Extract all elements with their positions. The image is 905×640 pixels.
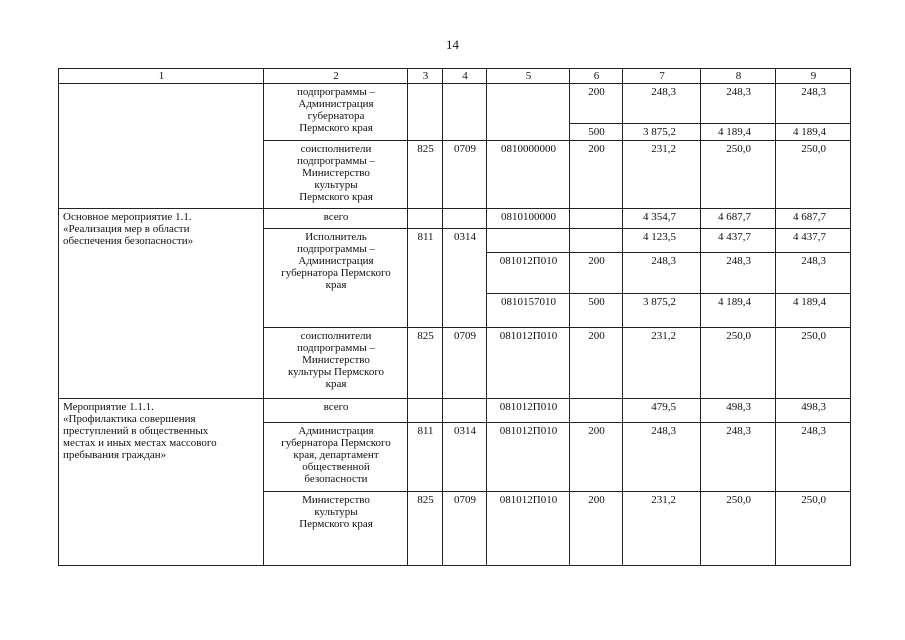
group1-ispoln-b-col5: 0810157010 [486,293,570,328]
row1a-col6: 200 [569,83,623,124]
row2-col8: 250,0 [700,140,776,209]
group1-ispoln-a-col6: 200 [569,252,623,294]
group1-title: Основное мероприятие 1.1. «Реализация мер в области обеспечения безопасности» [58,208,264,399]
group1-ispoln-sum-col5 [486,228,570,253]
group1-ispoln-sum-col9: 4 437,7 [775,228,851,253]
group2-total-col5: 081012П010 [486,398,570,423]
group2-minkult-col4: 0709 [442,491,487,566]
group1-ispoln-sum-col8: 4 437,7 [700,228,776,253]
group2-total-col3 [407,398,443,423]
group2-admin-col4: 0314 [442,422,487,492]
group1-soisp-col5: 081012П010 [486,327,570,399]
group2-total-col6 [569,398,623,423]
group1-total-col8: 4 687,7 [700,208,776,229]
group1-soisp-col4: 0709 [442,327,487,399]
group2-minkult-col3: 825 [407,491,443,566]
group1-ispoln-b-col7: 3 875,2 [622,293,701,328]
group2-title: Мероприятие 1.1.1. «Профилактика совершения преступлений в общественных местах и иных местах массового пребывания граждан» [58,398,264,566]
budget-table [58,68,851,566]
header-col-6: 6 [569,68,623,84]
page-number: 14 [446,37,459,52]
group2-total-executor: всего [263,398,408,423]
group2-minkult-col8: 250,0 [700,491,776,566]
group1-ispoln-a-col5: 081012П010 [486,252,570,294]
row1a-col8: 248,3 [700,83,776,124]
row1-executor: подпрограммы – Администрация губернатора Пермского края [263,83,408,141]
group1-total-col4 [442,208,487,229]
header-col-4: 4 [442,68,487,84]
group2-total-col4 [442,398,487,423]
group2-total-col7: 479,5 [622,398,701,423]
group2-minkult-col5: 081012П010 [486,491,570,566]
header-col-8: 8 [700,68,776,84]
group2-minkult-col6: 200 [569,491,623,566]
row2-col4: 0709 [442,140,487,209]
group2-minkult-executor: Министерство культуры Пермского края [263,491,408,566]
header-col-3: 3 [407,68,443,84]
group1-ispoln-b-col9: 4 189,4 [775,293,851,328]
group1-ispoln-col4: 0314 [442,228,487,328]
group2-admin-col5: 081012П010 [486,422,570,492]
group1-ispoln-executor: Исполнитель подпрограммы – Администрация губернатора Пермского края [263,228,408,328]
row1b-col6: 500 [569,123,623,141]
row2-col9: 250,0 [775,140,851,209]
group1-ispoln-b-col8: 4 189,4 [700,293,776,328]
group2-admin-executor: Администрация губернатора Пермского края, департамент общественной безопасности [263,422,408,492]
group1-ispoln-a-col7: 248,3 [622,252,701,294]
header-col-7: 7 [622,68,701,84]
group2-total-col8: 498,3 [700,398,776,423]
row1-col5-empty [486,83,570,141]
group2-admin-col9: 248,3 [775,422,851,492]
row1-col1-empty [58,83,264,209]
group1-total-col7: 4 354,7 [622,208,701,229]
group2-admin-col7: 248,3 [622,422,701,492]
row2-col6: 200 [569,140,623,209]
group2-minkult-col7: 231,2 [622,491,701,566]
header-col-5: 5 [486,68,570,84]
group1-total-col6 [569,208,623,229]
row1-col4-empty [442,83,487,141]
group2-total-col9: 498,3 [775,398,851,423]
row1b-col7: 3 875,2 [622,123,701,141]
row1a-col7: 248,3 [622,83,701,124]
group1-ispoln-col3: 811 [407,228,443,328]
group1-soisp-col8: 250,0 [700,327,776,399]
group2-minkult-col9: 250,0 [775,491,851,566]
group1-soisp-col6: 200 [569,327,623,399]
row2-col7: 231,2 [622,140,701,209]
group1-total-col5: 0810100000 [486,208,570,229]
row2-col5: 0810000000 [486,140,570,209]
group1-soisp-col7: 231,2 [622,327,701,399]
group1-ispoln-sum-col6 [569,228,623,253]
header-col-2: 2 [263,68,408,84]
group1-total-executor: всего [263,208,408,229]
group1-ispoln-a-col9: 248,3 [775,252,851,294]
row1-col3-empty [407,83,443,141]
group1-soisp-col9: 250,0 [775,327,851,399]
group1-soisp-executor: соисполнители подпрограммы – Министерство культуры Пермского края [263,327,408,399]
group2-admin-col6: 200 [569,422,623,492]
group1-total-col9: 4 687,7 [775,208,851,229]
group1-total-col3 [407,208,443,229]
row1b-col8: 4 189,4 [700,123,776,141]
row2-executor: соисполнители подпрограммы – Министерство культуры Пермского края [263,140,408,209]
header-col-1: 1 [58,68,264,84]
group1-ispoln-b-col6: 500 [569,293,623,328]
group2-admin-col3: 811 [407,422,443,492]
group1-ispoln-a-col8: 248,3 [700,252,776,294]
group2-admin-col8: 248,3 [700,422,776,492]
row1a-col9: 248,3 [775,83,851,124]
group1-soisp-col3: 825 [407,327,443,399]
group1-ispoln-sum-col7: 4 123,5 [622,228,701,253]
header-col-9: 9 [775,68,851,84]
row2-col3: 825 [407,140,443,209]
row1b-col9: 4 189,4 [775,123,851,141]
